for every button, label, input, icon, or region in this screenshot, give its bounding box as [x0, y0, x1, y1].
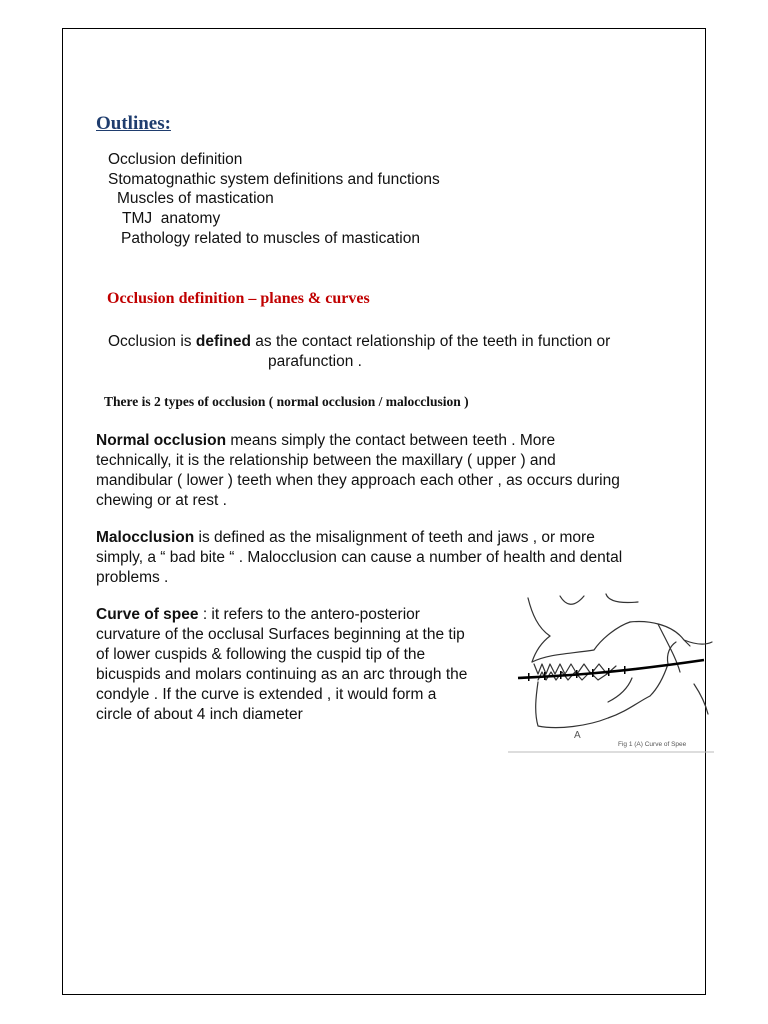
- malocclusion-paragraph: [96, 528, 666, 588]
- section-heading-occlusion: Occlusion definition – planes & curves: [107, 290, 370, 307]
- curve-of-spee-figure: [508, 584, 714, 756]
- outline-item-3: Muscles of mastication: [117, 190, 274, 207]
- occlusion-types-line: There is 2 types of occlusion ( normal occlusion / malocclusion ): [104, 394, 469, 409]
- outlines-title: Outlines:: [96, 113, 171, 134]
- skull-jaw-illustration: [508, 584, 714, 756]
- curve-of-spee-term: Curve of spee: [96, 606, 199, 623]
- normal-occlusion-line3: mandibular ( lower ) teeth when they approach each other , as occurs during: [96, 472, 620, 489]
- normal-occlusion-term: Normal occlusion: [96, 432, 227, 449]
- normal-occlusion-line1: means simply the contact between teeth . More: [226, 432, 556, 449]
- curve-of-spee-line3: of lower cuspids & following the cuspid tip of the: [96, 646, 426, 663]
- occlusion-def-prefix: Occlusion is: [108, 333, 196, 350]
- figure-label-a: A: [574, 730, 581, 741]
- malocclusion-line1: is defined as the misalignment of teeth and jaws , or more: [194, 529, 595, 546]
- curve-of-spee-line5: condyle . If the curve is extended , it would form a: [96, 686, 437, 703]
- outline-item-4: TMJ anatomy: [122, 210, 221, 227]
- malocclusion-line2: simply, a “ bad bite “ . Malocclusion can cause a number of health and dental: [96, 549, 623, 566]
- figure-caption: Fig 1 (A) Curve of Spee: [618, 741, 687, 748]
- occlusion-definition-line1: [108, 332, 610, 352]
- curve-of-spee-paragraph: [96, 605, 496, 725]
- occlusion-definition-line2: parafunction .: [268, 353, 362, 370]
- outline-item-2: Stomatognathic system definitions and functions: [108, 171, 440, 188]
- outline-item-1: Occlusion definition: [108, 151, 243, 168]
- occlusion-def-rest: as the contact relationship of the teeth in function or: [251, 333, 611, 350]
- normal-occlusion-paragraph: [96, 431, 666, 511]
- outline-item-5: Pathology related to muscles of mastication: [121, 230, 420, 247]
- normal-occlusion-line2: technically, it is the relationship between the maxillary ( upper ) and: [96, 452, 556, 469]
- curve-of-spee-line6: circle of about 4 inch diameter: [96, 706, 303, 723]
- malocclusion-term: Malocclusion: [96, 529, 195, 546]
- curve-of-spee-line1: : it refers to the antero-posterior: [198, 606, 420, 623]
- normal-occlusion-line4: chewing or at rest .: [96, 492, 227, 509]
- curve-of-spee-line2: curvature of the occlusal Surfaces beginning at the tip: [96, 626, 465, 643]
- curve-of-spee-line4: bicuspids and molars continuing as an arc through the: [96, 666, 468, 683]
- occlusion-def-bold: defined: [195, 333, 251, 350]
- malocclusion-line3: problems .: [96, 569, 169, 586]
